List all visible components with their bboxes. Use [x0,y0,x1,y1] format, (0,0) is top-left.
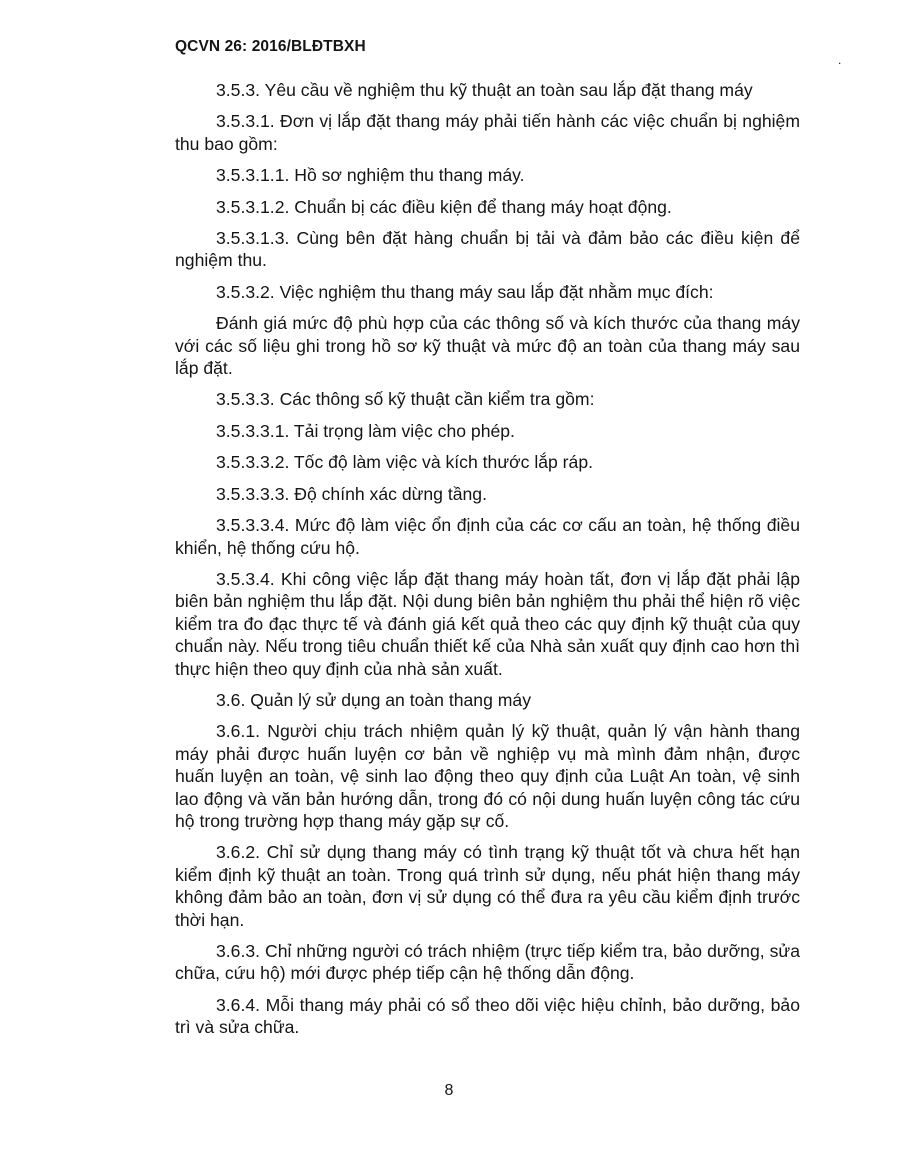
paragraph-3-6-1: 3.6.1. Người chịu trách nhiệm quản lý kỹ thuật, quản lý vận hành thang máy phải được huấn luyện cơ bản về nghiệp vụ mà mình đảm nhận, được huấn luyện an toàn, vệ sinh lao động theo quy định của Luật An toàn, vệ sinh lao động và văn bản hướng dẫn, trong đó có nội dung huấn luyện công tác cứu hộ trong trường hợp thang máy gặp sự cố. [175,721,800,831]
document-body [175,79,800,1048]
paragraph-3-5-3-3-2: 3.5.3.3.2. Tốc độ làm việc và kích thước lắp ráp. [216,452,594,473]
paragraph-3-5-3-3: 3.5.3.3. Các thông số kỹ thuật cần kiểm tra gồm: [216,389,595,410]
paragraph-3-6-3: 3.6.3. Chỉ những người có trách nhiệm (trực tiếp kiểm tra, bảo dưỡng, sửa chữa, cứu hộ) mới được phép tiếp cận hệ thống dẫn động. [175,941,800,984]
paragraph-3-6-2: 3.6.2. Chỉ sử dụng thang máy có tình trạng kỹ thuật tốt và chưa hết hạn kiểm định kỹ thuật an toàn. Trong quá trình sử dụng, nếu phát hiện thang máy không đảm bảo an toàn, đơn vị sử dụng có thể đưa ra yêu cầu kiểm định trước thời hạn. [175,842,800,930]
section-heading-3-5-3: 3.5.3. Yêu cầu về nghiệm thu kỹ thuật an toàn sau lắp đặt thang máy [216,80,753,100]
section-heading-3-6: 3.6. Quản lý sử dụng an toàn thang máy [216,689,531,710]
paragraph-3-5-3-2-detail: Đánh giá mức độ phù hợp của các thông số và kích thước của thang máy với các số liệu ghi trong hồ sơ kỹ thuật và mức độ an toàn của thang máy sau lắp đặt. [175,313,800,379]
paragraph-3-5-3-1: 3.5.3.1. Đơn vị lắp đặt thang máy phải tiến hành các việc chuẩn bị nghiệm thu bao gồm: [175,111,800,154]
corner-mark: . [838,53,842,67]
paragraph-3-5-3-1-1: 3.5.3.1.1. Hồ sơ nghiệm thu thang máy. [216,165,525,186]
paragraph-3-5-3-3-4: 3.5.3.3.4. Mức độ làm việc ổn định của các cơ cấu an toàn, hệ thống điều khiển, hệ thống cứu hộ. [175,515,800,558]
paragraph-3-5-3-1-3: 3.5.3.1.3. Cùng bên đặt hàng chuẩn bị tải và đảm bảo các điều kiện để nghiệm thu. [175,228,800,271]
paragraph-3-5-3-1-2: 3.5.3.1.2. Chuẩn bị các điều kiện để thang máy hoạt động. [216,196,672,217]
paragraph-3-5-3-3-3: 3.5.3.3.3. Độ chính xác dừng tầng. [216,483,487,504]
paragraph-3-5-3-4: 3.5.3.4. Khi công việc lắp đặt thang máy hoàn tất, đơn vị lắp đặt phải lập biên bản nghiệm thu lắp đặt. Nội dung biên bản nghiệm thu phải thể hiện rõ việc kiểm tra đo đạc thực tế và đánh giá kết quả theo các quy định kỹ thuật của quy chuẩn này. Nếu trong tiêu chuẩn thiết kế của Nhà sản xuất quy định cao hơn thì thực hiện theo quy định của nhà sản xuất. [175,568,800,679]
paragraph-3-5-3-2: 3.5.3.2. Việc nghiệm thu thang máy sau lắp đặt nhằm mục đích: [216,281,714,302]
paragraph-3-5-3-3-1: 3.5.3.3.1. Tải trọng làm việc cho phép. [216,420,515,441]
page-number: 8 [444,1082,454,1099]
paragraph-3-6-4: 3.6.4. Mỗi thang máy phải có sổ theo dõi việc hiệu chỉnh, bảo dưỡng, bảo trì và sửa chữa. [175,994,800,1038]
document-header-title: QCVN 26: 2016/BLĐTBXH [175,38,366,55]
